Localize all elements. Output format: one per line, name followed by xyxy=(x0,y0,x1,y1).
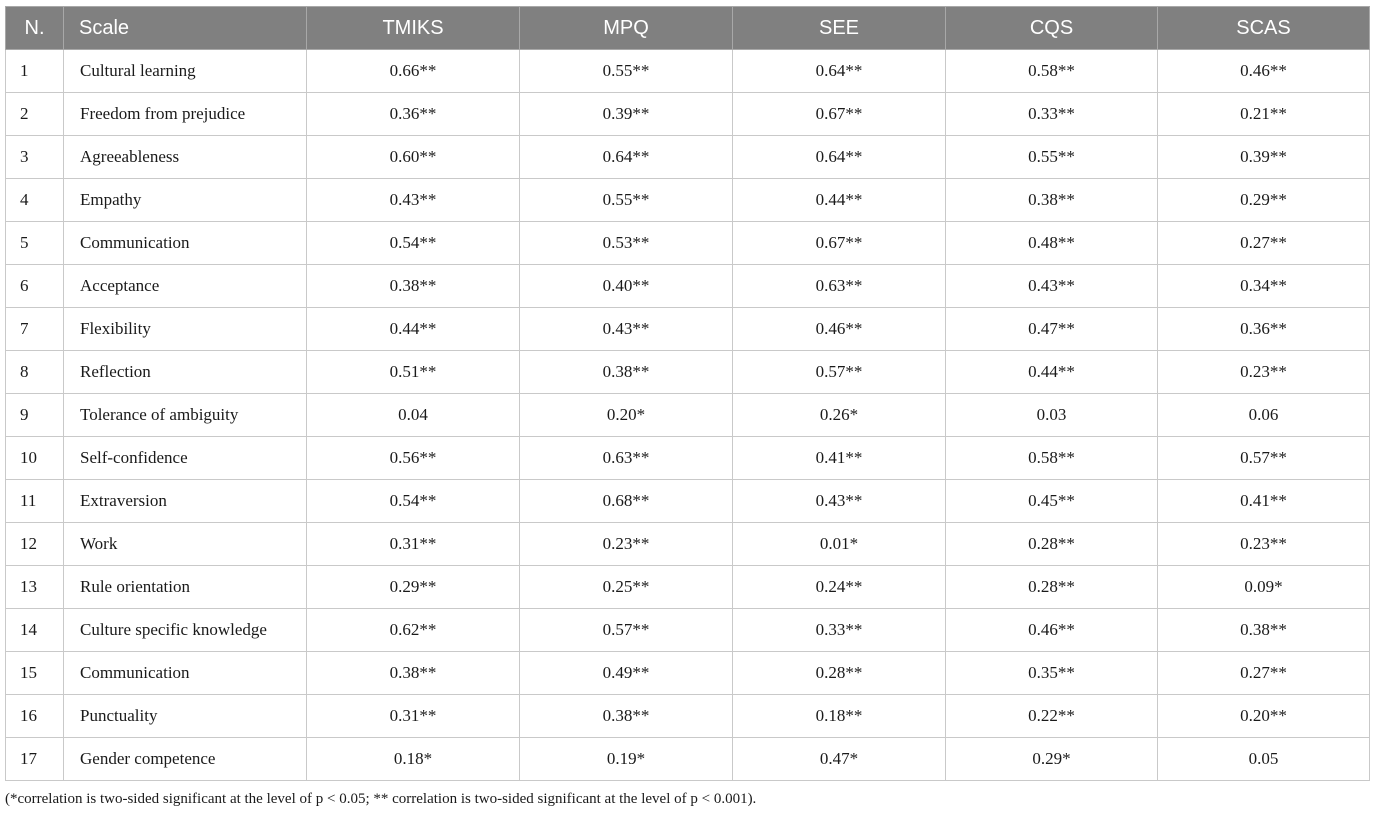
cell-scale: Self-confidence xyxy=(64,437,307,480)
cell-tmiks: 0.38** xyxy=(307,265,520,308)
table-row xyxy=(6,93,1370,136)
cell-mpq: 0.25** xyxy=(520,566,733,609)
cell-cqs: 0.48** xyxy=(946,222,1158,265)
cell-scas: 0.23** xyxy=(1158,523,1370,566)
cell-scas: 0.21** xyxy=(1158,93,1370,136)
cell-mpq: 0.63** xyxy=(520,437,733,480)
cell-mpq: 0.68** xyxy=(520,480,733,523)
cell-scale: Culture specific knowledge xyxy=(64,609,307,652)
cell-cqs: 0.03 xyxy=(946,394,1158,437)
cell-n: 10 xyxy=(6,437,64,480)
cell-scale: Agreeableness xyxy=(64,136,307,179)
table-row xyxy=(6,50,1370,93)
correlation-table-container xyxy=(5,6,1369,781)
cell-cqs: 0.33** xyxy=(946,93,1158,136)
header-scas: SCAS xyxy=(1158,7,1370,50)
cell-mpq: 0.49** xyxy=(520,652,733,695)
cell-tmiks: 0.29** xyxy=(307,566,520,609)
table-row xyxy=(6,566,1370,609)
table-row xyxy=(6,437,1370,480)
cell-scas: 0.36** xyxy=(1158,308,1370,351)
cell-mpq: 0.64** xyxy=(520,136,733,179)
cell-tmiks: 0.54** xyxy=(307,480,520,523)
cell-tmiks: 0.18* xyxy=(307,738,520,781)
cell-n: 17 xyxy=(6,738,64,781)
header-cqs: CQS xyxy=(946,7,1158,50)
cell-mpq: 0.38** xyxy=(520,695,733,738)
cell-see: 0.46** xyxy=(733,308,946,351)
table-row xyxy=(6,179,1370,222)
cell-scale: Freedom from prejudice xyxy=(64,93,307,136)
cell-mpq: 0.39** xyxy=(520,93,733,136)
cell-scas: 0.38** xyxy=(1158,609,1370,652)
header-n: N. xyxy=(6,7,64,50)
cell-see: 0.18** xyxy=(733,695,946,738)
cell-cqs: 0.45** xyxy=(946,480,1158,523)
cell-scas: 0.29** xyxy=(1158,179,1370,222)
cell-cqs: 0.58** xyxy=(946,50,1158,93)
cell-mpq: 0.19* xyxy=(520,738,733,781)
table-row xyxy=(6,523,1370,566)
cell-scale: Reflection xyxy=(64,351,307,394)
cell-see: 0.67** xyxy=(733,222,946,265)
cell-n: 1 xyxy=(6,50,64,93)
table-row xyxy=(6,222,1370,265)
header-row xyxy=(6,7,1370,50)
cell-see: 0.67** xyxy=(733,93,946,136)
cell-scale: Empathy xyxy=(64,179,307,222)
cell-n: 4 xyxy=(6,179,64,222)
cell-cqs: 0.58** xyxy=(946,437,1158,480)
table-row xyxy=(6,480,1370,523)
cell-scas: 0.34** xyxy=(1158,265,1370,308)
cell-n: 11 xyxy=(6,480,64,523)
cell-n: 8 xyxy=(6,351,64,394)
header-scale: Scale xyxy=(64,7,307,50)
table-header xyxy=(6,7,1370,50)
header-mpq: MPQ xyxy=(520,7,733,50)
header-see: SEE xyxy=(733,7,946,50)
cell-scale: Cultural learning xyxy=(64,50,307,93)
cell-tmiks: 0.54** xyxy=(307,222,520,265)
cell-see: 0.28** xyxy=(733,652,946,695)
cell-n: 9 xyxy=(6,394,64,437)
cell-see: 0.26* xyxy=(733,394,946,437)
header-tmiks: TMIKS xyxy=(307,7,520,50)
cell-scas: 0.46** xyxy=(1158,50,1370,93)
table-row xyxy=(6,351,1370,394)
cell-mpq: 0.38** xyxy=(520,351,733,394)
table-row xyxy=(6,695,1370,738)
cell-cqs: 0.29* xyxy=(946,738,1158,781)
cell-scas: 0.27** xyxy=(1158,222,1370,265)
cell-tmiks: 0.56** xyxy=(307,437,520,480)
correlation-table xyxy=(5,6,1370,781)
cell-see: 0.64** xyxy=(733,136,946,179)
cell-scas: 0.05 xyxy=(1158,738,1370,781)
cell-mpq: 0.57** xyxy=(520,609,733,652)
cell-see: 0.41** xyxy=(733,437,946,480)
cell-n: 13 xyxy=(6,566,64,609)
cell-n: 7 xyxy=(6,308,64,351)
cell-mpq: 0.53** xyxy=(520,222,733,265)
cell-tmiks: 0.60** xyxy=(307,136,520,179)
table-row xyxy=(6,308,1370,351)
cell-scale: Rule orientation xyxy=(64,566,307,609)
cell-cqs: 0.38** xyxy=(946,179,1158,222)
cell-cqs: 0.22** xyxy=(946,695,1158,738)
cell-tmiks: 0.44** xyxy=(307,308,520,351)
cell-see: 0.24** xyxy=(733,566,946,609)
cell-scas: 0.41** xyxy=(1158,480,1370,523)
cell-n: 3 xyxy=(6,136,64,179)
cell-cqs: 0.44** xyxy=(946,351,1158,394)
table-row xyxy=(6,609,1370,652)
cell-cqs: 0.46** xyxy=(946,609,1158,652)
cell-n: 12 xyxy=(6,523,64,566)
cell-see: 0.57** xyxy=(733,351,946,394)
cell-n: 15 xyxy=(6,652,64,695)
table-row xyxy=(6,738,1370,781)
cell-n: 5 xyxy=(6,222,64,265)
cell-scale: Extraversion xyxy=(64,480,307,523)
cell-scas: 0.39** xyxy=(1158,136,1370,179)
cell-scas: 0.27** xyxy=(1158,652,1370,695)
cell-mpq: 0.55** xyxy=(520,50,733,93)
table-row xyxy=(6,136,1370,179)
cell-tmiks: 0.36** xyxy=(307,93,520,136)
cell-tmiks: 0.31** xyxy=(307,695,520,738)
cell-scale: Flexibility xyxy=(64,308,307,351)
cell-cqs: 0.47** xyxy=(946,308,1158,351)
cell-mpq: 0.23** xyxy=(520,523,733,566)
cell-see: 0.47* xyxy=(733,738,946,781)
cell-tmiks: 0.31** xyxy=(307,523,520,566)
cell-n: 6 xyxy=(6,265,64,308)
cell-n: 2 xyxy=(6,93,64,136)
cell-n: 14 xyxy=(6,609,64,652)
cell-tmiks: 0.51** xyxy=(307,351,520,394)
table-body xyxy=(6,50,1370,781)
cell-scale: Communication xyxy=(64,222,307,265)
table-row xyxy=(6,652,1370,695)
cell-mpq: 0.20* xyxy=(520,394,733,437)
cell-n: 16 xyxy=(6,695,64,738)
cell-see: 0.33** xyxy=(733,609,946,652)
cell-see: 0.43** xyxy=(733,480,946,523)
table-row xyxy=(6,394,1370,437)
cell-see: 0.44** xyxy=(733,179,946,222)
cell-scale: Communication xyxy=(64,652,307,695)
cell-tmiks: 0.43** xyxy=(307,179,520,222)
cell-cqs: 0.28** xyxy=(946,566,1158,609)
cell-see: 0.64** xyxy=(733,50,946,93)
cell-tmiks: 0.04 xyxy=(307,394,520,437)
cell-cqs: 0.43** xyxy=(946,265,1158,308)
cell-see: 0.63** xyxy=(733,265,946,308)
cell-mpq: 0.43** xyxy=(520,308,733,351)
cell-mpq: 0.55** xyxy=(520,179,733,222)
cell-scas: 0.57** xyxy=(1158,437,1370,480)
cell-scale: Punctuality xyxy=(64,695,307,738)
cell-tmiks: 0.38** xyxy=(307,652,520,695)
cell-cqs: 0.55** xyxy=(946,136,1158,179)
cell-scas: 0.06 xyxy=(1158,394,1370,437)
cell-cqs: 0.35** xyxy=(946,652,1158,695)
cell-scale: Acceptance xyxy=(64,265,307,308)
cell-cqs: 0.28** xyxy=(946,523,1158,566)
cell-tmiks: 0.66** xyxy=(307,50,520,93)
cell-scas: 0.09* xyxy=(1158,566,1370,609)
cell-tmiks: 0.62** xyxy=(307,609,520,652)
table-row xyxy=(6,265,1370,308)
cell-scale: Work xyxy=(64,523,307,566)
cell-scale: Tolerance of ambiguity xyxy=(64,394,307,437)
cell-mpq: 0.40** xyxy=(520,265,733,308)
cell-scas: 0.20** xyxy=(1158,695,1370,738)
cell-see: 0.01* xyxy=(733,523,946,566)
table-footnote: (*correlation is two-sided significant at the level of p < 0.05; ** correlation is two-sided significant at the level of p < 0.001). xyxy=(5,791,757,807)
cell-scas: 0.23** xyxy=(1158,351,1370,394)
cell-scale: Gender competence xyxy=(64,738,307,781)
